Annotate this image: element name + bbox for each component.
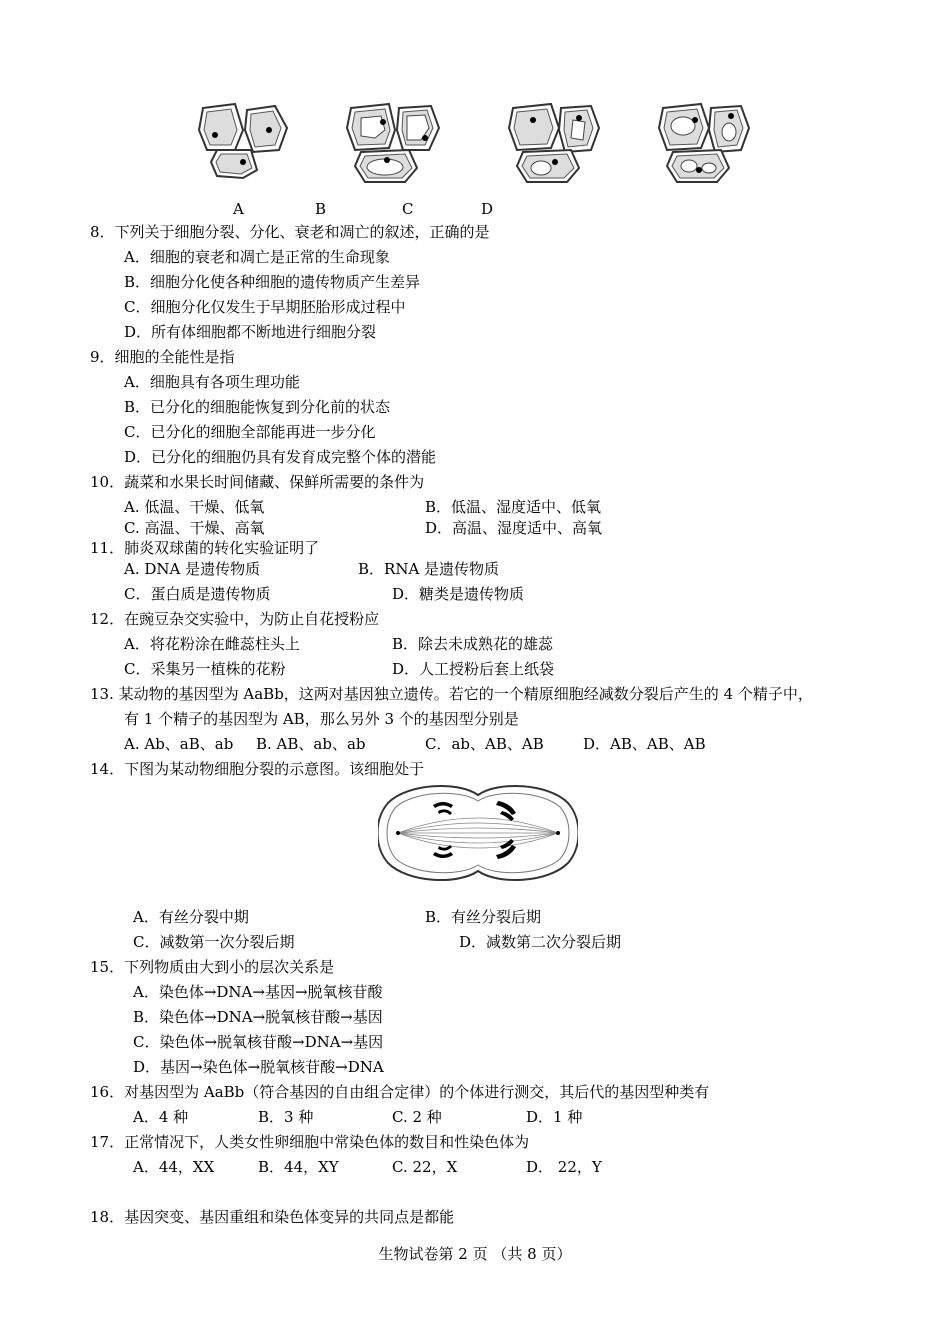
question-17-option-a: A．44，XX [133, 1158, 215, 1176]
question-17-option-c: C. 22，X [392, 1158, 458, 1176]
question-9-stem: 9．细胞的全能性是指 [90, 348, 235, 366]
question-16-option-a: A．4 种 [133, 1108, 189, 1126]
question-8-option-c: C．细胞分化仅发生于早期胚胎形成过程中 [124, 298, 406, 316]
question-9-option-b: B．已分化的细胞能恢复到分化前的状态 [124, 398, 391, 416]
question-15-option-a: A．染色体→DNA→基因→脱氧核苷酸 [133, 983, 383, 1001]
question-15-stem: 15．下列物质由大到小的层次关系是 [90, 958, 335, 976]
question-14-stem: 14．下图为某动物细胞分裂的示意图。该细胞处于 [90, 760, 425, 778]
question-11-option-a: A. DNA 是遗传物质 [124, 560, 261, 578]
question-17-option-b: B．44，XY [258, 1158, 339, 1176]
question-11-stem: 11．肺炎双球菌的转化实验证明了 [90, 539, 320, 557]
question-11-option-c: C．蛋白质是遗传物质 [124, 585, 271, 603]
question-13-option-b: B. AB、ab、ab [256, 735, 366, 753]
question-9-option-c: C．已分化的细胞全部能再进一步分化 [124, 423, 376, 441]
question-14-option-b: B．有丝分裂后期 [425, 908, 542, 926]
question-12-option-a: A．将花粉涂在雌蕊柱头上 [124, 635, 300, 653]
question-16-option-d: D．1 种 [526, 1108, 583, 1126]
question-18-stem: 18．基因突变、基因重组和染色体变异的共同点是都能 [90, 1208, 455, 1226]
question-15-option-b: B．染色体→DNA→脱氧核苷酸→基因 [133, 1008, 383, 1026]
question-13-option-c: C．ab、AB、AB [425, 735, 544, 753]
question-8-option-a: A．细胞的衰老和凋亡是正常的生命现象 [124, 248, 390, 266]
question-16-option-b: B．3 种 [258, 1108, 314, 1126]
question-13-option-a: A. Ab、aB、ab [124, 735, 234, 753]
question-10-option-d: D．高温、湿度适中、高氧 [425, 519, 603, 537]
question-15-option-c: C．染色体→脱氧核苷酸→DNA→基因 [133, 1033, 384, 1051]
question-13-stem: 13. 某动物的基因型为 AaBb，这两对基因独立遗传。若它的一个精原细胞经减数分裂后产生的 4 个精子中， [90, 685, 813, 703]
question-12-stem: 12．在豌豆杂交实验中，为防止自花授粉应 [90, 610, 380, 628]
question-17-option-d: D． 22，Y [526, 1158, 602, 1176]
question-13-stem-continued: 有 1 个精子的基因型为 AB，那么另外 3 个的基因型分别是 [124, 710, 519, 728]
question-8-option-d: D．所有体细胞都不断地进行细胞分裂 [124, 323, 377, 341]
question-16-stem: 16．对基因型为 AaBb（符合基因的自由组合定律）的个体进行测交，其后代的基因型种类有 [90, 1083, 710, 1101]
cell-figure-d [657, 100, 757, 185]
question-14-option-d: D．减数第二次分裂后期 [459, 933, 622, 951]
figure-label-a: A [233, 200, 244, 218]
question-12-option-b: B．除去未成熟花的雄蕊 [392, 635, 554, 653]
question-12-option-d: D．人工授粉后套上纸袋 [392, 660, 555, 678]
question-14-option-c: C．减数第一次分裂后期 [133, 933, 295, 951]
question-10-stem: 10．蔬菜和水果长时间储藏、保鲜所需要的条件为 [90, 473, 425, 491]
question-11-option-d: D．糖类是遗传物质 [392, 585, 525, 603]
question-13-option-d: D．AB、AB、AB [583, 735, 706, 753]
question-14-option-a: A．有丝分裂中期 [133, 908, 249, 926]
cell-figure-b [345, 100, 445, 185]
question-9-option-a: A．细胞具有各项生理功能 [124, 373, 300, 391]
question-8-option-b: B．细胞分化使各种细胞的遗传物质产生差异 [124, 273, 421, 291]
figure-label-d: D [481, 200, 494, 218]
question-10-option-c: C. 高温、干燥、高氧 [124, 519, 265, 537]
cell-figure-a [195, 100, 295, 180]
question-10-option-a: A. 低温、干燥、低氧 [124, 498, 265, 516]
question-9-option-d: D．已分化的细胞仍具有发育成完整个体的潜能 [124, 448, 437, 466]
page-footer: 生物试卷第 2 页 （共 8 页） [378, 1245, 572, 1263]
question-11-option-b: B．RNA 是遗传物质 [358, 560, 500, 578]
question-8-stem: 8．下列关于细胞分裂、分化、衰老和凋亡的叙述，正确的是 [90, 223, 490, 241]
cell-figure-c [507, 100, 607, 185]
plant-cells-figure [195, 100, 755, 190]
figure-label-b: B [315, 200, 327, 218]
question-17-stem: 17．正常情况下，人类女性卵细胞中常染色体的数目和性染色体为 [90, 1133, 530, 1151]
question-15-option-d: D．基因→染色体→脱氧核苷酸→DNA [133, 1058, 384, 1076]
question-12-option-c: C．采集另一植株的花粉 [124, 660, 286, 678]
question-16-option-c: C. 2 种 [392, 1108, 442, 1126]
dividing-cell-figure [378, 783, 578, 883]
question-10-option-b: B．低温、湿度适中、低氧 [425, 498, 602, 516]
figure-label-c: C [402, 200, 414, 218]
